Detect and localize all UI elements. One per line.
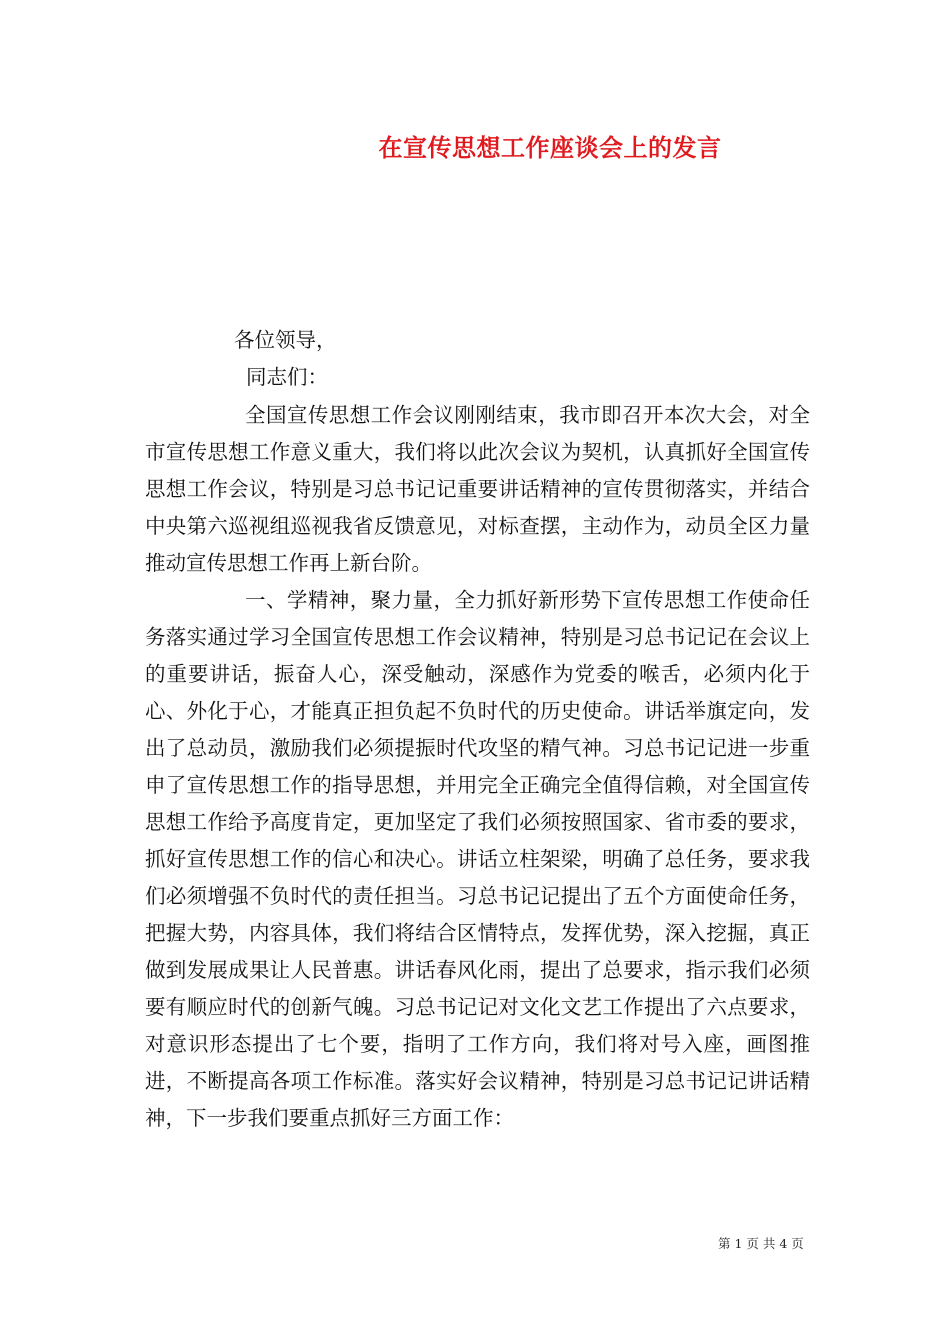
salutation-leaders: 各位领导，	[234, 328, 337, 352]
salutation-comrades: 同志们：	[246, 365, 328, 389]
body-paragraph: 一、学精神，聚力量，全力抓好新形势下宣传思想工作使命任务落实通过学习全国宣传思想工作会议精神，特别是习总书记记在会议上的重要讲话，振奋人心，深受触动，深感作为党委的喉舌，必须内化于心、外化于心，才能真正担负起不负时代的历史使命。讲话举旗定向，发出了总动员，激励我们必须提振时代攻坚的精气神。习总书记记进一步重申了宣传思想工作的指导思想，并用完全正确完全值得信赖，对全国宣传思想工作给予高度肯定，更加坚定了我们必须按照国家、省市委的要求，抓好宣传思想工作的信心和决心。讲话立柱架梁，明确了总任务，要求我们必须增强不负时代的责任担当。习总书记记提出了五个方面使命任务，把握大势，内容具体，我们将结合区情特点，发挥优势，深入挖掘，真正做到发展成果让人民普惠。讲话春风化雨，提出了总要求，指示我们必须要有顺应时代的创新气魄。习总书记记对文化文艺工作提出了六点要求，对意识形态提出了七个要，指明了工作方向，我们将对号入座，画图推进，不断提高各项工作标准。落实好会议精神，特别是习总书记记讲话精神，下一步我们要重点抓好三方面工作：	[145, 588, 810, 1130]
page-number: 第 1 页 共 4 页	[718, 1236, 804, 1251]
document-title: 在宣传思想工作座谈会上的发言	[378, 133, 722, 162]
body-paragraph: 全国宣传思想工作会议刚刚结束，我市即召开本次大会，对全市宣传思想工作意义重大，我们将以此次会议为契机，认真抓好全国宣传思想工作会议，特别是习总书记记重要讲话精神的宣传贯彻落实，并结合中央第六巡视组巡视我省反馈意见，对标查摆，主动作为，动员全区力量推动宣传思想工作再上新台阶。	[145, 403, 810, 575]
